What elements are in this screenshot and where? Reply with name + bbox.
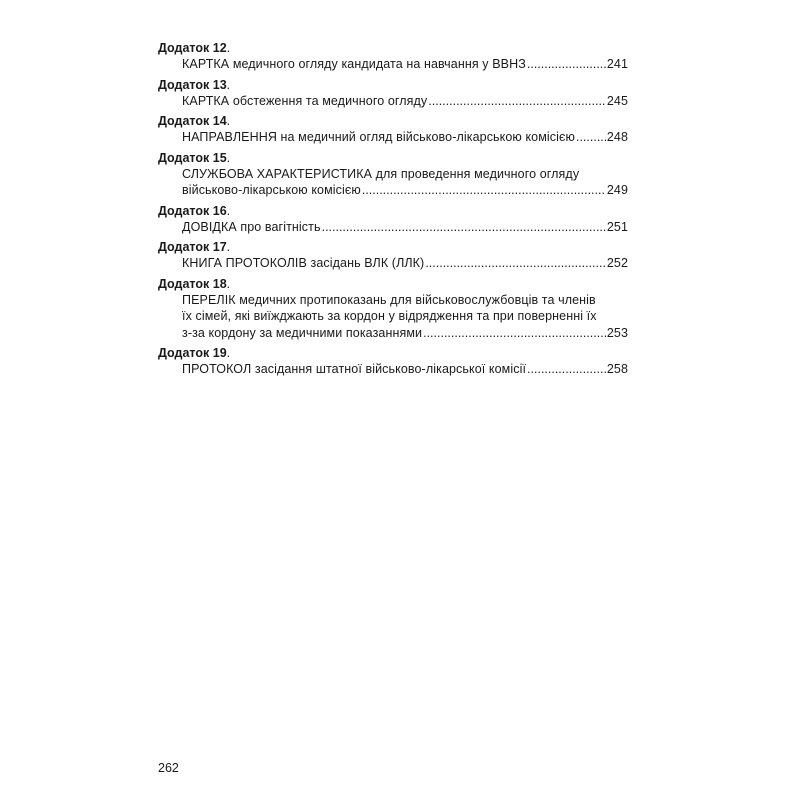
toc-entry-body	[158, 219, 628, 236]
toc-entry-heading	[158, 345, 628, 361]
toc-entry-title: військово-лікарською комісією	[182, 183, 361, 197]
toc-entry-heading	[158, 40, 628, 56]
appendix-label-punct: .	[226, 276, 231, 291]
toc-entry-line	[182, 129, 628, 146]
toc-entry-title: КАРТКА медичного огляду кандидата на навчання у ВВНЗ	[182, 57, 526, 71]
toc-entry-body	[158, 166, 628, 199]
toc-page-number: 251	[606, 219, 628, 234]
dot-leader	[576, 129, 606, 146]
toc-entry-line	[182, 93, 628, 110]
appendix-label-punct: .	[226, 240, 231, 254]
toc-entry	[158, 276, 628, 342]
appendix-label: Додаток 14	[158, 114, 227, 128]
toc-entry-line	[182, 219, 628, 236]
toc-entry-title: КАРТКА обстеження та медичного огляду	[182, 93, 428, 108]
toc-entry-body	[158, 361, 628, 378]
appendix-label: Додаток 16	[158, 203, 227, 218]
toc-page-number: 258	[606, 362, 628, 376]
toc-page-number: 252	[606, 256, 628, 270]
dot-leader	[527, 56, 606, 73]
toc-entry-heading	[158, 276, 628, 292]
toc-entry-body	[158, 255, 628, 272]
dot-leader	[425, 255, 606, 272]
dot-leader	[527, 361, 606, 378]
toc-entry	[158, 113, 628, 146]
dot-leader	[322, 219, 606, 236]
toc-entry-body	[158, 129, 628, 146]
toc-entry	[158, 77, 628, 110]
toc-entry-title: ПРОТОКОЛ засідання штатної військово-лікарської комісії	[182, 362, 527, 376]
toc-entry-body	[158, 56, 628, 73]
dot-leader	[428, 93, 606, 110]
toc-entry-body	[158, 292, 628, 342]
appendix-label: Додаток 13	[158, 77, 227, 92]
appendix-label: Додаток 17	[158, 240, 227, 254]
dot-leader	[423, 325, 606, 342]
toc-entry-title: НАПРАВЛЕННЯ на медичний огляд військово-лікарською комісією	[182, 130, 575, 144]
toc-entry-heading	[158, 113, 628, 129]
toc-entry-title: СЛУЖБОВА ХАРАКТЕРИСТИКА для проведення медичного огляду	[182, 166, 580, 181]
toc-entry-title: їх сімей, які виїжджають за кордон у відрядження та при поверненні їх	[182, 309, 597, 323]
toc-page-number: 245	[606, 93, 628, 108]
toc-entry-title: КНИГА ПРОТОКОЛІВ засідань ВЛК (ЛЛК)	[182, 256, 425, 270]
toc-entry-title: ДОВІДКА про вагітність	[182, 219, 321, 234]
toc-entry	[158, 150, 628, 199]
toc-entry-heading	[158, 239, 628, 255]
table-of-contents	[158, 40, 628, 382]
appendix-label: Додаток 15	[158, 150, 227, 165]
toc-entry-line	[182, 361, 628, 378]
toc-entry-line	[182, 325, 628, 342]
toc-entry	[158, 239, 628, 272]
toc-page-number: 249	[606, 183, 628, 197]
appendix-label-punct: .	[226, 41, 231, 55]
toc-entry	[158, 40, 628, 73]
toc-entry-title: з-за кордону за медичними показаннями	[182, 325, 423, 340]
appendix-label-punct: .	[226, 114, 231, 128]
toc-entry-line	[182, 56, 628, 73]
appendix-label-punct: .	[226, 150, 231, 165]
toc-page-number: 253	[606, 325, 628, 340]
dot-leader	[362, 182, 606, 199]
toc-entry	[158, 345, 628, 378]
appendix-label-punct: .	[226, 203, 231, 218]
toc-entry	[158, 203, 628, 236]
toc-entry-line	[182, 182, 628, 199]
toc-entry-line	[182, 255, 628, 272]
toc-entry-heading	[158, 77, 628, 93]
toc-entry-heading	[158, 150, 628, 166]
toc-page-number: 248	[606, 130, 628, 144]
toc-entry-body	[158, 93, 628, 110]
appendix-label: Додаток 12	[158, 41, 227, 55]
appendix-label: Додаток 19	[158, 346, 227, 360]
appendix-label: Додаток 18	[158, 276, 227, 291]
appendix-label-punct: .	[226, 346, 231, 360]
toc-entry-title: ПЕРЕЛІК медичних протипоказань для військовослужбовців та членів	[182, 292, 596, 307]
appendix-label-punct: .	[226, 77, 231, 92]
page-number: 262	[158, 761, 179, 775]
toc-page-number: 241	[606, 57, 628, 71]
toc-entry-heading	[158, 203, 628, 219]
